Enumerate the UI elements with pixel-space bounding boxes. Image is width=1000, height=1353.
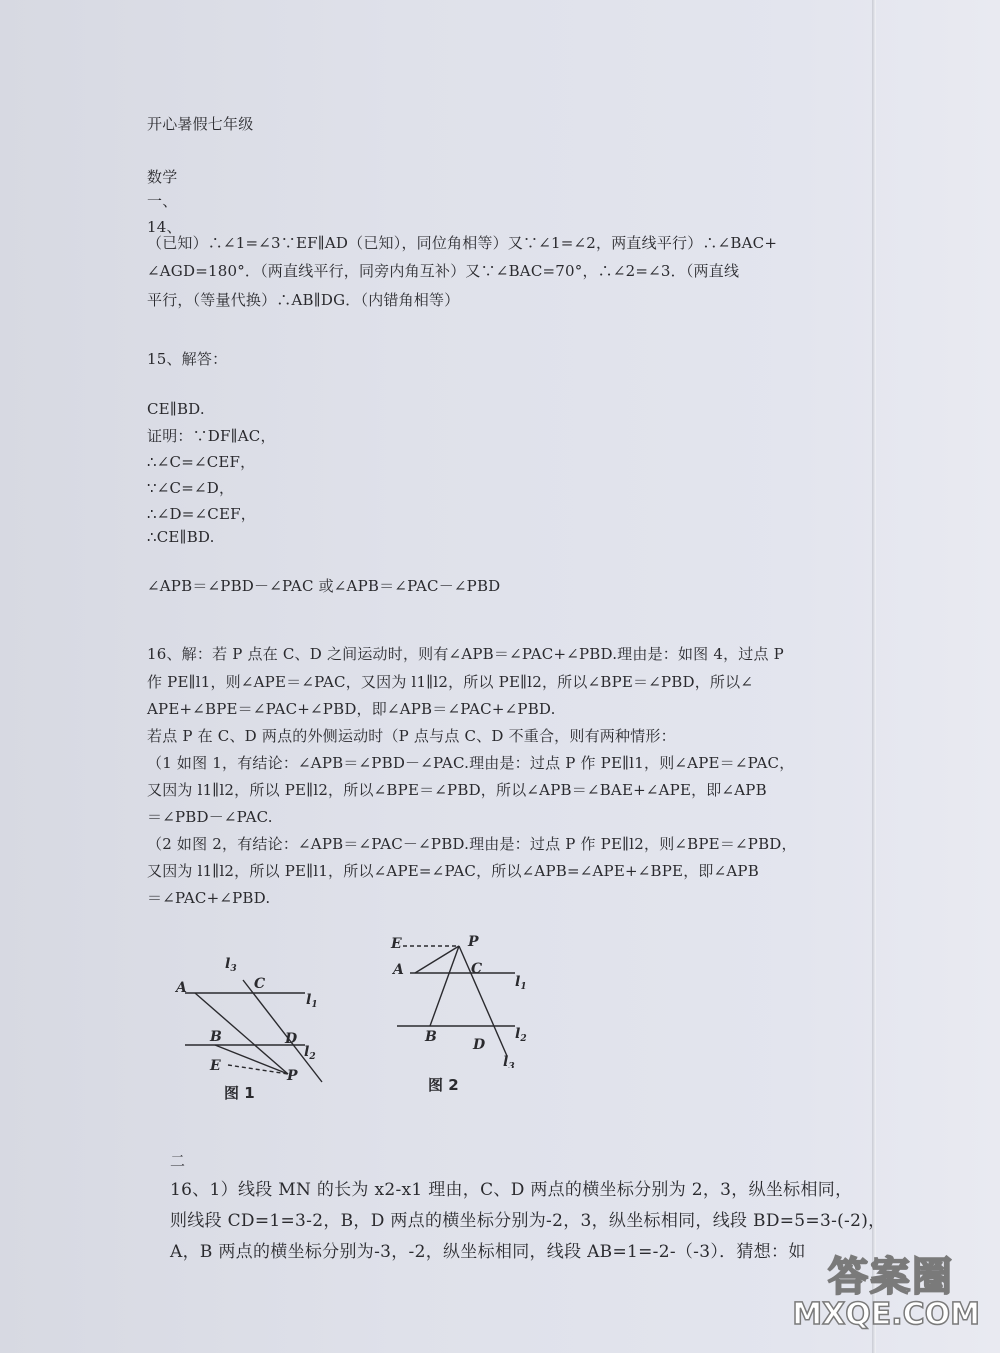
figure-2: [385, 928, 545, 1068]
fig2-label-l3: $l_3$: [503, 1054, 515, 1068]
watermark-text-cn: 答案圈: [828, 1254, 954, 1300]
q15-line-3: ∴∠C=∠CEF，: [147, 453, 256, 471]
figure-1: [170, 950, 340, 1085]
fig2-label-e: E: [391, 936, 402, 952]
q14-line-1: （已知）∴∠1=∠3∵EF∥AD（已知），同位角相等）又∵∠1=∠2，两直线平行）∴∠BAC+: [147, 234, 778, 252]
fig2-label-p: P: [468, 934, 479, 950]
q16-line-6: 又因为 l1∥l2，所以 PE∥l2，所以∠BPE＝∠PBD，所以∠APB＝∠BAE+∠APE，即∠APB: [147, 781, 767, 799]
q16b-line-1: 16、1）线段 MN 的长为 x2-x1 理由，C、D 两点的横坐标分别为 2，3，纵坐标相同，: [170, 1180, 853, 1200]
header-title: 开心暑假七年级: [147, 115, 254, 133]
fig2-label-l1: $l_1$: [515, 974, 527, 992]
fig2-label-l2: $l_2$: [515, 1026, 527, 1044]
fig1-label-e: E: [210, 1058, 221, 1074]
q15-line-5: ∴∠D=∠CEF，: [147, 505, 256, 523]
site-watermark: [792, 1245, 980, 1345]
q16-line-4: 若点 P 在 C、D 两点的外侧运动时（P 点与点 C、D 不重合，则有两种情形：: [147, 727, 676, 745]
q15-line-6: ∴CE∥BD.: [147, 528, 215, 546]
q16-line-8: （2 如图 2，有结论：∠APB＝∠PAC－∠PBD.理由是：过点 P 作 PE∥l2，则∠BPE＝∠PBD，: [147, 835, 797, 853]
q15-extra: ∠APB＝∠PBD－∠PAC 或∠APB＝∠PAC－∠PBD: [147, 577, 501, 595]
watermark-text-url: MXQE.COM: [792, 1297, 980, 1332]
fig2-label-d: D: [473, 1037, 486, 1053]
fig1-label-c: C: [254, 976, 266, 992]
q16-line-10: ＝∠PAC+∠PBD.: [147, 889, 271, 907]
q16-line-7: ＝∠PBD－∠PAC.: [147, 808, 273, 826]
fig1-label-l1: $l_1$: [306, 992, 318, 1010]
q16-line-1: 16、解：若 P 点在 C、D 之间运动时，则有∠APB＝∠PAC+∠PBD.理由是：如图 4，过点 P: [147, 645, 784, 663]
section-one-label: 一、: [147, 192, 178, 210]
figure-2-caption: 图 2: [428, 1076, 459, 1094]
figure-1-diagram: [170, 950, 340, 1085]
fig1-label-l2: $l_2$: [304, 1044, 316, 1062]
q15-line-2: 证明：∵DF∥AC，: [147, 427, 276, 445]
fig2-label-c: C: [471, 961, 483, 977]
fig1-label-d: D: [285, 1031, 298, 1047]
fig1-label-l3: $l_3$: [225, 956, 237, 974]
q16-line-5: （1 如图 1，有结论：∠APB＝∠PBD－∠PAC.理由是：过点 P 作 PE∥l1，则∠APE＝∠PAC，: [147, 754, 795, 772]
q16b-line-2: 则线段 CD=1=3-2，B，D 两点的横坐标分别为-2，3，纵坐标相同，线段 BD=5=3-(-2)，: [170, 1211, 886, 1231]
fig2-label-b: B: [425, 1029, 437, 1045]
q16-line-9: 又因为 l1∥l2，所以 PE∥l1，所以∠APE=∠PAC，所以∠APB=∠APE+∠BPE，即∠APB: [147, 862, 759, 880]
fig1-label-b: B: [210, 1029, 222, 1045]
q14-line-2: ∠AGD=180°．（两直线平行，同旁内角互补）又∵∠BAC=70°，∴∠2=∠3．（两直线: [147, 262, 740, 280]
q16-line-3: APE+∠BPE＝∠PAC+∠PBD，即∠APB＝∠PAC+∠PBD.: [147, 700, 556, 718]
section-two-label: 二: [170, 1152, 186, 1170]
q14-number: 14、: [147, 218, 182, 236]
q14-line-3: 平行，（等量代换）∴AB∥DG．（内错角相等）: [147, 291, 460, 309]
q15-line-4: ∵∠C=∠D，: [147, 479, 235, 497]
fig1-label-a: A: [176, 980, 187, 996]
figure-1-caption: 图 1: [224, 1084, 255, 1102]
fig1-label-p: P: [287, 1068, 298, 1084]
q15-line-1: CE∥BD.: [147, 400, 205, 418]
q16-line-2: 作 PE∥l1，则∠APE＝∠PAC，又因为 l1∥l2，所以 PE∥l2，所以∠BPE＝∠PBD，所以∠: [147, 673, 754, 691]
q16b-line-3: A，B 两点的横坐标分别为-3，-2，纵坐标相同，线段 AB=1=-2-（-3）．猜想：如: [170, 1242, 806, 1262]
q15-number: 15、解答：: [147, 350, 228, 368]
page-edge: [872, 0, 876, 1353]
fig2-label-a: A: [393, 962, 404, 978]
figure-2-diagram: [385, 928, 545, 1068]
subject-title: 数学: [147, 168, 178, 186]
